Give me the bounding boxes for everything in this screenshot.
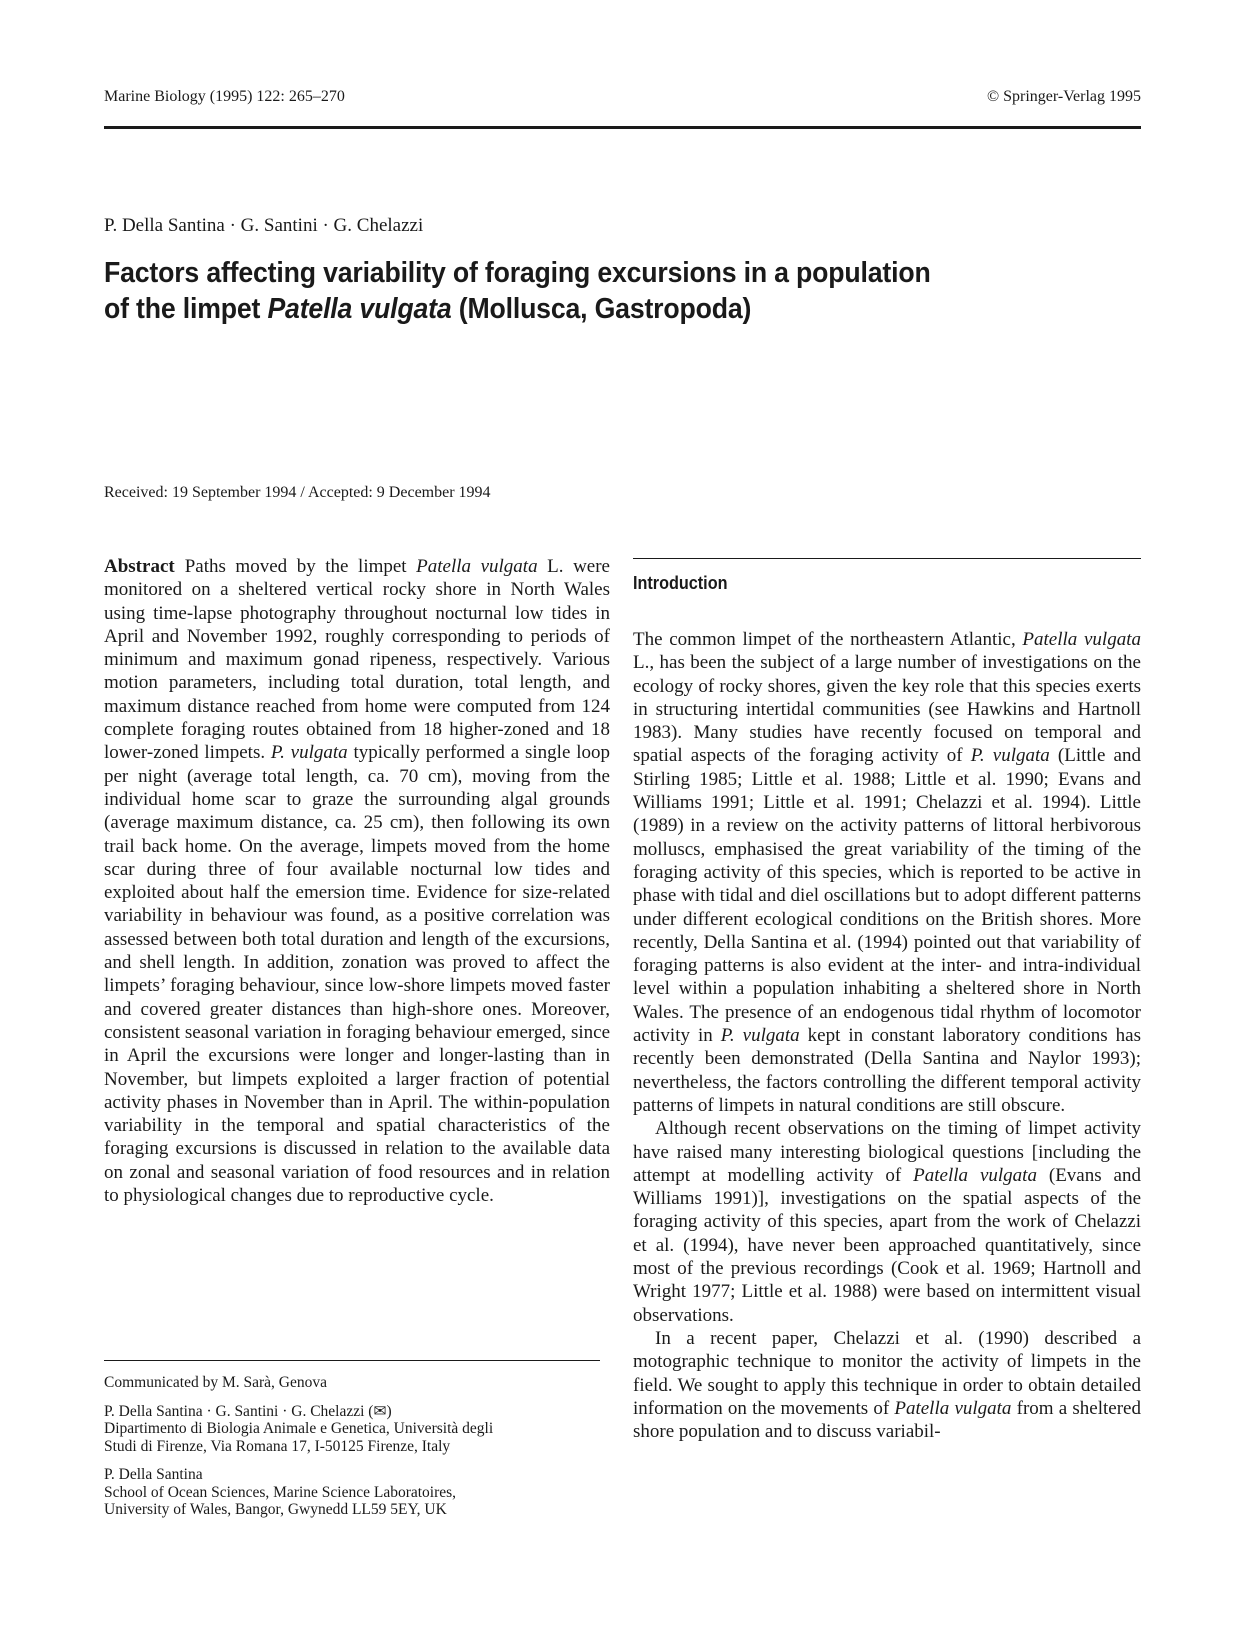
affiliation-1-line-2: Studi di Firenze, Via Romana 17, I-50125 Firenze, Italy — [104, 1437, 451, 1455]
footnote-author-2: P. Della Santina — [104, 1466, 203, 1483]
affiliation-2-line-1: School of Ocean Sciences, Marine Science Laboratoires, — [104, 1483, 457, 1501]
intro-species: P. vulgata — [720, 1025, 800, 1047]
intro-text: L., has been the subject of a large number of investigations on the ecology of rocky shores, given the key role that this species exerts in structuring intertidal communities (see Hawkins and Hartnoll 1983). Many studies have recently focused on temporal and spatial aspects of the foraging activity of — [633, 652, 1141, 767]
abstract-text: typically performed a single loop per night (average total length, ca. 70 cm), moving from the individual home scar to graze the surrounding algal grounds (average maximum distance, ca. 25 cm), then following its own trail back home. On the average, limpets moved from the home scar during three of four available nocturnal low tides and exploited about half the emersion time. Evidence for size-related variability in behaviour was found, as a positive correlation was assessed between both total duration and length of the excursions, and shell length. In addition, zonation was proved to affect the limpets’ foraging behaviour, since low-shore limpets moved faster and covered greater distances than high-shore ones. Moreover, consistent seasonal variation in foraging behaviour emerged, since in April the excursions were longer and longer-lasting than in November, but limpets exploited a larger fraction of potential activity phases in November than in April. The within-population variability in the temporal and spatial characteristics of the foraging excursions is discussed in relation to the available data on zonal and seasonal variation of food resources and in relation to physiological changes due to reproductive cycle. — [104, 742, 610, 1207]
publisher-copyright: © Springer-Verlag 1995 — [986, 88, 1141, 105]
intro-text: kept in constant laboratory conditions has recently been demonstrated (Della Santina and Naylor 1993); nevertheless, the factors controlling the different temporal activity patterns of limpets in natural conditions are still obscure. — [633, 1025, 1141, 1116]
intro-species: P. vulgata — [970, 745, 1050, 767]
intro-paragraph-2 — [633, 1117, 1141, 1327]
received-dates: Received: 19 September 1994 / Accepted: 9 December 1994 — [104, 484, 491, 501]
abstract-paragraph — [104, 555, 610, 1207]
intro-species: Patella vulgata — [894, 1397, 1012, 1419]
author-list: P. Della Santina · G. Santini · G. Chelazzi — [104, 215, 424, 236]
intro-species: Patella vulgata — [1022, 629, 1141, 650]
introduction-body — [633, 628, 1141, 1443]
footnote-authors: P. Della Santina · G. Santini · G. Chelazzi (✉) — [104, 1402, 392, 1420]
intro-paragraph-3 — [633, 1327, 1141, 1443]
affiliation-2-line-2: University of Wales, Bangor, Gwynedd LL59 5EY, UK — [104, 1501, 447, 1518]
footnotes — [104, 1374, 610, 1519]
intro-species: Patella vulgata — [913, 1164, 1037, 1186]
intro-text: Although recent observations on the timing of limpet activity have raised many interesting biological questions [including the attempt at modelling activity of — [633, 1118, 1141, 1186]
footnote-rule — [104, 1360, 600, 1361]
paper-title — [104, 255, 987, 327]
communicated-by: Communicated by M. Sarà, Genova — [104, 1374, 327, 1391]
abstract-block — [104, 555, 610, 1207]
abstract-text: L. were monitored on a sheltered vertical rocky shore in North Wales using time-lapse photography throughout nocturnal low tides in April and November 1992, roughly corresponding to periods of minimum and maximum gonad ripeness, respectively. Various motion parameters, including total duration, total length, and maximum distance reached from home were computed from 124 complete foraging routes obtained from 18 higher-zoned and 18 lower-zoned limpets. — [104, 556, 610, 764]
introduction-heading: Introduction — [633, 573, 728, 593]
abstract-species: Patella vulgata — [416, 556, 538, 577]
intro-text: The common limpet of the northeastern Atlantic, — [633, 629, 1023, 650]
intro-text: (Evans and Williams 1991)], investigations on the spatial aspects of the foraging activity of this species, apart from the work of Chelazzi et al. (1994), have never been approached quantitatively, since most of the previous recordings (Cook et al. 1969; Hartnoll and Wright 1977; Little et al. 1988) were based on intermittent visual observations. — [633, 1164, 1141, 1326]
journal-citation: Marine Biology (1995) 122: 265–270 — [104, 88, 345, 105]
intro-text: In a recent paper, Chelazzi et al. (1990) described a motographic technique to monitor the activity of limpets in the field. We sought to apply this technique in order to obtain detailed information on the movements of — [633, 1327, 1141, 1419]
header-rule — [104, 126, 1141, 129]
affiliation-1-line-1: Dipartimento di Biologia Animale e Genetica, Università degli — [104, 1420, 494, 1437]
title-line-1: Factors affecting variability of foraging excursions in a population — [104, 257, 931, 289]
abstract-heading: Abstract — [104, 556, 175, 577]
intro-paragraph-1 — [633, 628, 1141, 1117]
intro-text: (Little and Stirling 1985; Little et al. 1988; Little et al. 1990; Evans and Williams 1991; Little et al. 1991; Chelazzi et al. 1994). Little (1989) in a review on the activity patterns of littoral herbivorous molluscs, emphasised the great variability of the timing of the foraging activity of this species, which is reported to be active in phase with tidal and diel oscillations but to adopt different patterns under different ecological conditions on the British shores. More recently, Della Santina et al. (1994) pointed out that variability of foraging patterns is also evident at the inter- and intra-individual level within a population inhabiting a sheltered shore in North Wales. The presence of an endogenous tidal rhythm of locomotor activity in — [633, 745, 1141, 1047]
abstract-species: P. vulgata — [270, 742, 348, 764]
abstract-text: Paths moved by the limpet — [184, 556, 417, 577]
title-line-2-pre: of the limpet — [104, 293, 268, 325]
title-line-2-post: (Mollusca, Gastropoda) — [451, 293, 752, 325]
title-species: Patella vulgata — [267, 293, 452, 325]
introduction-rule — [633, 558, 1141, 559]
intro-text: from a sheltered shore population and to discuss variabil- — [633, 1397, 1141, 1443]
